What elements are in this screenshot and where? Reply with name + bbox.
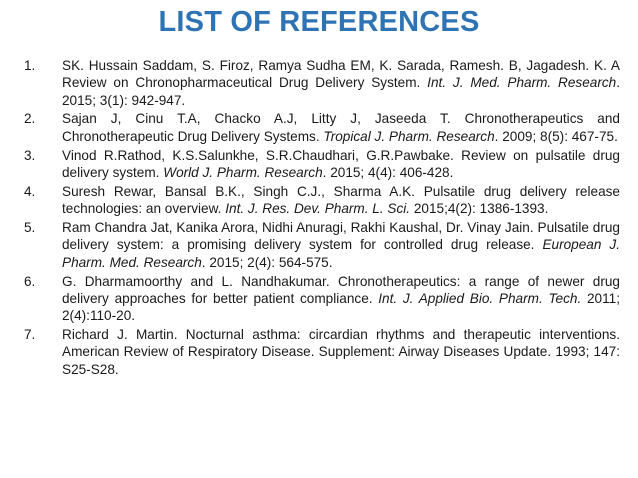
reference-authors-title: Richard J. Martin. Nocturnal asthma: circardian rhythms and therapeutic interventions. American Review of Respiratory Disease. Supplement: Airway Diseases Update. 1993; 147: S25-S28. — [62, 327, 620, 377]
reference-citation: 2015;4(2): 1386-1393. — [410, 201, 549, 217]
reference-citation: . 2015; 4(4): 406-428. — [322, 164, 454, 180]
reference-citation: . 2009; 8(5): 467-75. — [494, 128, 618, 144]
reference-text — [62, 110, 620, 145]
reference-number: 3. — [24, 147, 36, 163]
reference-text — [62, 147, 620, 182]
reference-journal: European J. Pharm. Med. Research — [62, 237, 620, 270]
reference-text — [62, 326, 620, 378]
reference-number: 5. — [24, 220, 36, 236]
reference-text — [62, 57, 620, 109]
reference-citation: . 2015; 3(1): 942-947. — [62, 75, 620, 108]
reference-item-2 — [0, 110, 638, 145]
reference-authors-title: Suresh Rewar, Bansal B.K., Singh C.J., Sharma A.K. Pulsatile drug delivery release technologies: an overview. — [62, 183, 620, 217]
reference-text — [62, 273, 620, 325]
reference-item-6 — [0, 273, 638, 325]
reference-item-5 — [0, 219, 638, 271]
reference-item-1 — [0, 57, 638, 109]
reference-journal: Int. J. Med. Pharm. Research — [427, 75, 617, 91]
reference-item-4 — [0, 183, 638, 218]
reference-item-3 — [0, 147, 638, 182]
reference-authors-title: Sajan J, Cinu T.A, Chacko A.J, Litty J, Jaseeda T. Chronotherapeutics and Chronotherapeutic Drug Delivery Systems. — [62, 111, 620, 144]
reference-authors-title: Vinod R.Rathod, K.S.Salunkhe, S.R.Chaudhari, G.R.Pawbake. Review on pulsatile drug delivery system. — [62, 147, 620, 180]
reference-item-7 — [0, 326, 638, 378]
reference-number: 4. — [24, 183, 36, 199]
reference-number: 2. — [24, 111, 36, 127]
reference-number: 1. — [24, 58, 36, 73]
reference-authors-title: G. Dharmamoorthy and L. Nandhakumar. Chronotherapeutics: a range of newer drug delivery approaches for better patient compliance. — [62, 273, 620, 306]
reference-text — [62, 183, 620, 218]
reference-number: 7. — [24, 327, 36, 343]
reference-journal: Int. J. Res. Dev. Pharm. L. Sci. — [225, 201, 411, 217]
page-title: LIST OF REFERENCES — [158, 6, 480, 38]
reference-journal: Int. J. Applied Bio. Pharm. Tech. — [378, 290, 582, 306]
reference-citation: 2011; 2(4):110-20. — [62, 290, 620, 324]
reference-journal: World J. Pharm. Research — [163, 164, 323, 180]
reference-text — [62, 219, 620, 271]
reference-list — [0, 57, 638, 380]
reference-journal: Tropical J. Pharm. Research — [323, 128, 495, 144]
reference-authors-title: SK. Hussain Saddam, S. Firoz, Ramya Sudha EM, K. Sarada, Ramesh. B, Jagadesh. K. A Review on Chronopharmaceutical Drug Delivery System. — [62, 58, 620, 91]
reference-authors-title: Ram Chandra Jat, Kanika Arora, Nidhi Anuragi, Rakhi Kaushal, Dr. Vinay Jain. Pulsatile drug delivery system: a promising delivery system for controlled drug release. — [62, 220, 620, 253]
reference-citation: . 2015; 2(4): 564-575. — [201, 254, 333, 270]
reference-number: 6. — [24, 273, 36, 289]
